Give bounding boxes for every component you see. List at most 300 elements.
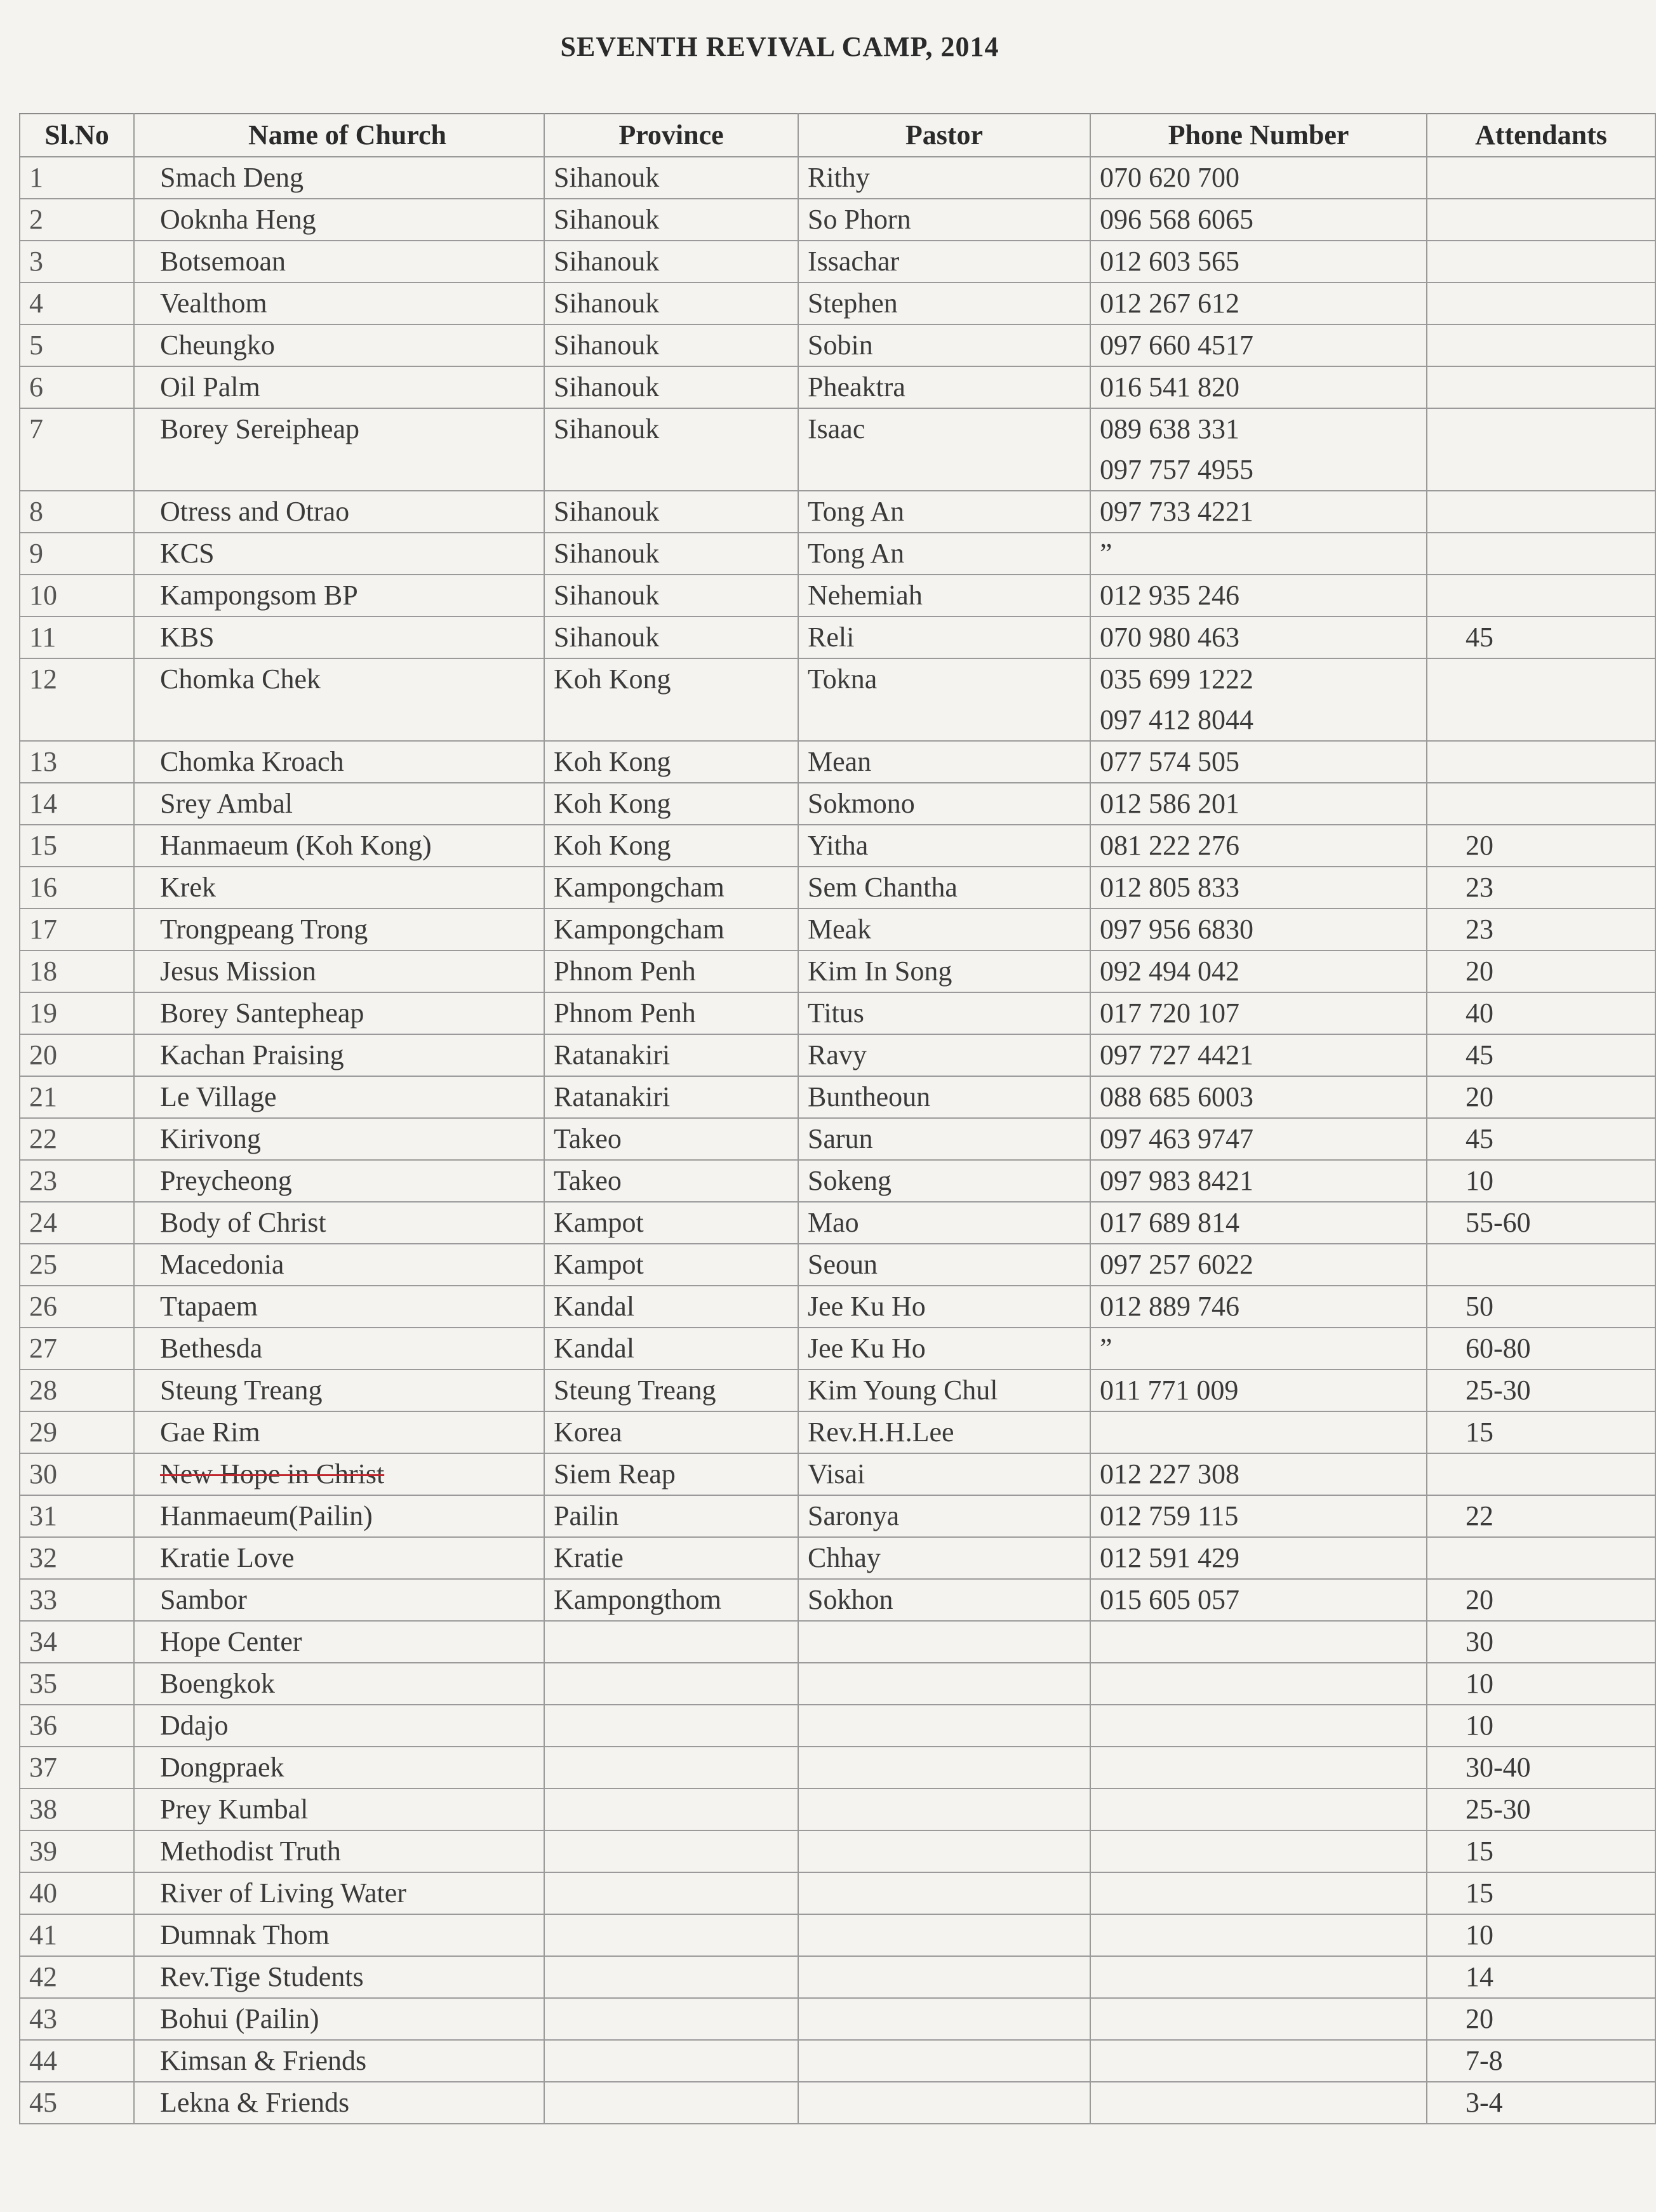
cell-phone-number (1090, 1663, 1427, 1705)
church-name-text: New Hope in Christ (160, 1458, 385, 1489)
cell-province: Koh Kong (544, 825, 798, 867)
table-row (20, 1914, 1655, 1956)
header-pastor: Pastor (798, 114, 1090, 157)
church-name-text: Dongpraek (160, 1752, 284, 1783)
church-name-text: Sambor (160, 1584, 247, 1615)
church-name-text: Ttapaem (160, 1291, 258, 1322)
cell-church-name (134, 1160, 544, 1202)
phone-number-text: 017 689 814 (1100, 1207, 1239, 1238)
church-name-text: Rev.Tige Students (160, 1961, 364, 1992)
cell-pastor (798, 2040, 1090, 2082)
cell-attendants (1427, 533, 1655, 575)
church-name-text: Botsemoan (160, 246, 286, 277)
cell-province: Sihanouk (544, 324, 798, 366)
church-name-text: Kirivong (160, 1123, 261, 1154)
cell-pastor (798, 1830, 1090, 1872)
cell-attendants (1427, 1244, 1655, 1286)
cell-pastor: Tokna (798, 658, 1090, 741)
phone-number-text: 012 889 746 (1100, 1291, 1239, 1322)
cell-attendants (1427, 1453, 1655, 1495)
cell-sl-no: 28 (20, 1369, 134, 1411)
cell-church-name (134, 575, 544, 616)
cell-church-name (134, 741, 544, 783)
cell-pastor: Stephen (798, 283, 1090, 324)
cell-phone-number (1090, 1872, 1427, 1914)
table-row (20, 575, 1655, 616)
cell-phone-number (1090, 2040, 1427, 2082)
cell-province (544, 1705, 798, 1747)
cell-church-name (134, 1872, 544, 1914)
cell-province: Kampongthom (544, 1579, 798, 1621)
cell-province: Takeo (544, 1118, 798, 1160)
church-name-text: Bethesda (160, 1333, 263, 1364)
cell-attendants: 23 (1427, 909, 1655, 950)
church-name-text: River of Living Water (160, 1877, 406, 1909)
cell-phone-number (1090, 241, 1427, 283)
church-name-text: Body of Christ (160, 1207, 326, 1238)
church-name-text: Gae Rim (160, 1416, 260, 1448)
cell-province (544, 1789, 798, 1830)
cell-sl-no: 39 (20, 1830, 134, 1872)
church-name-text: Kampongsom BP (160, 580, 358, 611)
church-name-text: Borey Sereipheap (160, 413, 359, 444)
phone-number-text: 070 980 463 (1100, 622, 1239, 653)
cell-sl-no: 11 (20, 616, 134, 658)
cell-attendants (1427, 491, 1655, 533)
cell-pastor: Tong An (798, 533, 1090, 575)
cell-sl-no: 8 (20, 491, 134, 533)
phone-number-text: 088 685 6003 (1100, 1081, 1253, 1112)
cell-attendants: 60-80 (1427, 1328, 1655, 1369)
table-row (20, 1160, 1655, 1202)
cell-province: Koh Kong (544, 658, 798, 741)
table-row (20, 1830, 1655, 1872)
cell-province: Ratanakiri (544, 1076, 798, 1118)
table-row (20, 1034, 1655, 1076)
church-name-text: Dumnak Thom (160, 1919, 330, 1950)
cell-church-name (134, 324, 544, 366)
phone-number-text: 012 603 565 (1100, 246, 1239, 277)
table-row (20, 616, 1655, 658)
cell-province (544, 1747, 798, 1789)
cell-phone-number (1090, 1244, 1427, 1286)
cell-province (544, 1914, 798, 1956)
cell-phone-number (1090, 825, 1427, 867)
cell-phone-number (1090, 491, 1427, 533)
cell-phone-number (1090, 1747, 1427, 1789)
table-row (20, 1663, 1655, 1705)
cell-church-name (134, 241, 544, 283)
cell-attendants: 30 (1427, 1621, 1655, 1663)
phone-number-text: 012 591 429 (1100, 1542, 1239, 1573)
cell-province (544, 2040, 798, 2082)
church-name-text: Hope Center (160, 1626, 302, 1657)
cell-church-name (134, 1244, 544, 1286)
cell-church-name (134, 1328, 544, 1369)
cell-pastor: Pheaktra (798, 366, 1090, 408)
cell-province: Ratanakiri (544, 1034, 798, 1076)
cell-attendants (1427, 1537, 1655, 1579)
church-name-text: Kachan Praising (160, 1039, 344, 1070)
cell-phone-number (1090, 408, 1427, 491)
cell-sl-no: 23 (20, 1160, 134, 1202)
cell-pastor: Rithy (798, 157, 1090, 199)
cell-sl-no: 32 (20, 1537, 134, 1579)
cell-attendants: 10 (1427, 1663, 1655, 1705)
table-row (20, 1495, 1655, 1537)
cell-church-name (134, 1118, 544, 1160)
church-name-text: Steung Treang (160, 1375, 323, 1406)
cell-attendants (1427, 199, 1655, 241)
cell-pastor: Ravy (798, 1034, 1090, 1076)
phone-number-text: 070 620 700 (1100, 162, 1239, 193)
cell-province (544, 1956, 798, 1998)
cell-pastor (798, 1914, 1090, 1956)
cell-pastor: Mean (798, 741, 1090, 783)
cell-sl-no: 18 (20, 950, 134, 992)
cell-province: Kandal (544, 1328, 798, 1369)
church-name-text: Krek (160, 872, 216, 903)
cell-province (544, 1663, 798, 1705)
church-name-text: Oil Palm (160, 371, 260, 403)
cell-attendants: 10 (1427, 1160, 1655, 1202)
table-row (20, 408, 1655, 491)
cell-sl-no: 3 (20, 241, 134, 283)
cell-phone-number (1090, 1621, 1427, 1663)
church-name-text: Prey Kumbal (160, 1794, 309, 1825)
cell-phone-number (1090, 1705, 1427, 1747)
phone-number-text: 017 720 107 (1100, 997, 1239, 1029)
cell-province: Sihanouk (544, 616, 798, 658)
cell-sl-no: 40 (20, 1872, 134, 1914)
phone-number-text: 077 574 505 (1100, 746, 1239, 777)
cell-phone-number (1090, 366, 1427, 408)
cell-province: Kampongcham (544, 909, 798, 950)
cell-church-name (134, 1579, 544, 1621)
cell-province (544, 1621, 798, 1663)
cell-sl-no: 10 (20, 575, 134, 616)
church-name-text: Bohui (Pailin) (160, 2003, 319, 2034)
phone-number-text: 096 568 6065 (1100, 204, 1253, 235)
church-name-text: Methodist Truth (160, 1836, 341, 1867)
table-row (20, 1328, 1655, 1369)
cell-pastor: Isaac (798, 408, 1090, 491)
table-row (20, 992, 1655, 1034)
cell-province: Sihanouk (544, 491, 798, 533)
cell-province: Phnom Penh (544, 992, 798, 1034)
cell-church-name (134, 1495, 544, 1537)
cell-sl-no: 7 (20, 408, 134, 491)
phone-number-text: 097 956 6830 (1100, 914, 1253, 945)
cell-sl-no: 2 (20, 199, 134, 241)
phone-number-text: 097 757 4955 (1100, 454, 1253, 485)
cell-church-name (134, 1621, 544, 1663)
church-name-text: KCS (160, 538, 215, 569)
cell-attendants: 3-4 (1427, 2082, 1655, 2124)
church-name-text: Kimsan & Friends (160, 2045, 367, 2076)
cell-church-name (134, 2082, 544, 2124)
cell-pastor: Sobin (798, 324, 1090, 366)
cell-attendants: 15 (1427, 1830, 1655, 1872)
cell-attendants (1427, 324, 1655, 366)
cell-province: Kandal (544, 1286, 798, 1328)
cell-phone-number (1090, 1956, 1427, 1998)
table-row (20, 157, 1655, 199)
cell-phone-number (1090, 283, 1427, 324)
cell-pastor: Rev.H.H.Lee (798, 1411, 1090, 1453)
table-row (20, 1537, 1655, 1579)
cell-sl-no: 31 (20, 1495, 134, 1537)
cell-pastor: Tong An (798, 491, 1090, 533)
cell-church-name (134, 1453, 544, 1495)
cell-phone-number (1090, 1076, 1427, 1118)
cell-attendants: 45 (1427, 1118, 1655, 1160)
cell-sl-no: 25 (20, 1244, 134, 1286)
table-row (20, 1202, 1655, 1244)
cell-sl-no: 33 (20, 1579, 134, 1621)
table-row (20, 1705, 1655, 1747)
cell-church-name (134, 992, 544, 1034)
cell-church-name (134, 408, 544, 491)
cell-phone-number (1090, 1328, 1427, 1369)
cell-attendants (1427, 366, 1655, 408)
cell-church-name (134, 199, 544, 241)
church-name-text: Hanmaeum (Koh Kong) (160, 830, 432, 861)
cell-attendants (1427, 741, 1655, 783)
cell-pastor: Sokmono (798, 783, 1090, 825)
cell-province: Sihanouk (544, 575, 798, 616)
church-name-text: Chomka Kroach (160, 746, 344, 777)
cell-phone-number (1090, 616, 1427, 658)
table-row (20, 1411, 1655, 1453)
cell-pastor: Seoun (798, 1244, 1090, 1286)
table-row (20, 1747, 1655, 1789)
table-row (20, 1789, 1655, 1830)
cell-church-name (134, 1369, 544, 1411)
cell-church-name (134, 1286, 544, 1328)
cell-pastor: Mao (798, 1202, 1090, 1244)
cell-attendants: 55-60 (1427, 1202, 1655, 1244)
cell-pastor: Sem Chantha (798, 867, 1090, 909)
cell-pastor (798, 1789, 1090, 1830)
cell-sl-no: 38 (20, 1789, 134, 1830)
cell-pastor: Sarun (798, 1118, 1090, 1160)
church-name-text: Hanmaeum(Pailin) (160, 1500, 373, 1531)
cell-phone-number (1090, 741, 1427, 783)
cell-sl-no: 16 (20, 867, 134, 909)
cell-pastor: Saronya (798, 1495, 1090, 1537)
cell-pastor: Buntheoun (798, 1076, 1090, 1118)
cell-phone-number (1090, 1914, 1427, 1956)
cell-church-name (134, 2040, 544, 2082)
cell-pastor: Sokeng (798, 1160, 1090, 1202)
church-name-text: Macedonia (160, 1249, 284, 1280)
cell-phone-number (1090, 1286, 1427, 1328)
phone-number-text: 012 759 115 (1100, 1500, 1239, 1531)
cell-province: Sihanouk (544, 241, 798, 283)
cell-province: Takeo (544, 1160, 798, 1202)
cell-church-name (134, 1956, 544, 1998)
cell-attendants: 25-30 (1427, 1369, 1655, 1411)
cell-church-name (134, 491, 544, 533)
cell-church-name (134, 909, 544, 950)
cell-sl-no: 30 (20, 1453, 134, 1495)
cell-province: Kampongcham (544, 867, 798, 909)
cell-phone-number (1090, 1160, 1427, 1202)
cell-pastor: Jee Ku Ho (798, 1328, 1090, 1369)
phone-number-text: 097 983 8421 (1100, 1165, 1253, 1196)
header-church-name: Name of Church (134, 114, 544, 157)
cell-sl-no: 19 (20, 992, 134, 1034)
cell-sl-no: 1 (20, 157, 134, 199)
table-row (20, 1118, 1655, 1160)
header-sl-no: Sl.No (20, 114, 134, 157)
cell-province: Koh Kong (544, 783, 798, 825)
cell-sl-no: 9 (20, 533, 134, 575)
table-row (20, 1453, 1655, 1495)
cell-attendants (1427, 283, 1655, 324)
cell-attendants: 30-40 (1427, 1747, 1655, 1789)
table-body (20, 157, 1655, 2124)
cell-church-name (134, 1202, 544, 1244)
cell-phone-number (1090, 992, 1427, 1034)
cell-sl-no: 26 (20, 1286, 134, 1328)
phone-number-text: 012 227 308 (1100, 1458, 1239, 1489)
cell-phone-number (1090, 575, 1427, 616)
church-name-text: Lekna & Friends (160, 2087, 350, 2118)
cell-phone-number (1090, 950, 1427, 992)
cell-pastor (798, 1621, 1090, 1663)
cell-phone-number (1090, 1789, 1427, 1830)
header-phone-number: Phone Number (1090, 114, 1427, 157)
cell-province: Sihanouk (544, 408, 798, 491)
cell-phone-number (1090, 1411, 1427, 1453)
phone-number-text: 092 494 042 (1100, 956, 1239, 987)
phone-number-text: 097 660 4517 (1100, 330, 1253, 361)
cell-sl-no: 6 (20, 366, 134, 408)
cell-church-name (134, 533, 544, 575)
table-row (20, 1244, 1655, 1286)
cell-attendants: 20 (1427, 950, 1655, 992)
cell-church-name (134, 1034, 544, 1076)
phone-number-text: 016 541 820 (1100, 371, 1239, 403)
cell-sl-no: 22 (20, 1118, 134, 1160)
cell-phone-number (1090, 1202, 1427, 1244)
church-name-text: Jesus Mission (160, 956, 316, 987)
cell-sl-no: 37 (20, 1747, 134, 1789)
phone-number-text: 097 257 6022 (1100, 1249, 1253, 1280)
cell-sl-no: 21 (20, 1076, 134, 1118)
cell-phone-number (1090, 1579, 1427, 1621)
cell-attendants: 23 (1427, 867, 1655, 909)
cell-attendants: 20 (1427, 1076, 1655, 1118)
cell-sl-no: 15 (20, 825, 134, 867)
cell-church-name (134, 1663, 544, 1705)
cell-province: Sihanouk (544, 533, 798, 575)
cell-phone-number (1090, 157, 1427, 199)
church-name-text: Preycheong (160, 1165, 292, 1196)
cell-pastor: Kim Young Chul (798, 1369, 1090, 1411)
phone-number-text: ” (1100, 1333, 1112, 1364)
cell-attendants: 45 (1427, 616, 1655, 658)
church-name-text: Otress and Otrao (160, 496, 350, 527)
cell-church-name (134, 783, 544, 825)
phone-number-text: 035 699 1222 (1100, 663, 1253, 695)
cell-church-name (134, 867, 544, 909)
cell-phone-number (1090, 658, 1427, 741)
cell-province: Sihanouk (544, 283, 798, 324)
cell-attendants: 45 (1427, 1034, 1655, 1076)
table-row (20, 783, 1655, 825)
cell-pastor: Kim In Song (798, 950, 1090, 992)
cell-pastor: Titus (798, 992, 1090, 1034)
church-name-text: Chomka Chek (160, 663, 321, 695)
cell-pastor: Jee Ku Ho (798, 1286, 1090, 1328)
table-row (20, 1998, 1655, 2040)
cell-sl-no: 29 (20, 1411, 134, 1453)
phone-number-text: 097 727 4421 (1100, 1039, 1253, 1070)
cell-sl-no: 43 (20, 1998, 134, 2040)
cell-sl-no: 34 (20, 1621, 134, 1663)
table-row (20, 1621, 1655, 1663)
cell-phone-number (1090, 867, 1427, 909)
table-row (20, 1872, 1655, 1914)
table-row (20, 2040, 1655, 2082)
table-row (20, 241, 1655, 283)
cell-sl-no: 12 (20, 658, 134, 741)
cell-pastor (798, 1705, 1090, 1747)
phone-number-text: 012 586 201 (1100, 788, 1239, 819)
church-name-text: Vealthom (160, 288, 267, 319)
cell-attendants: 50 (1427, 1286, 1655, 1328)
cell-church-name (134, 658, 544, 741)
cell-attendants: 40 (1427, 992, 1655, 1034)
table-row (20, 1286, 1655, 1328)
cell-attendants: 20 (1427, 1998, 1655, 2040)
cell-sl-no: 5 (20, 324, 134, 366)
phone-number-text: 089 638 331 (1100, 413, 1239, 444)
phone-number-text: 012 935 246 (1100, 580, 1239, 611)
church-name-text: Boengkok (160, 1668, 275, 1699)
cell-phone-number (1090, 1453, 1427, 1495)
cell-attendants: 22 (1427, 1495, 1655, 1537)
cell-phone-number (1090, 1369, 1427, 1411)
phone-number-text: 081 222 276 (1100, 830, 1239, 861)
cell-province: Sihanouk (544, 366, 798, 408)
cell-sl-no: 35 (20, 1663, 134, 1705)
table-row (20, 1369, 1655, 1411)
cell-pastor (798, 1747, 1090, 1789)
cell-sl-no: 14 (20, 783, 134, 825)
cell-attendants: 7-8 (1427, 2040, 1655, 2082)
cell-attendants: 14 (1427, 1956, 1655, 1998)
cell-province (544, 1872, 798, 1914)
cell-church-name (134, 1830, 544, 1872)
cell-pastor: Reli (798, 616, 1090, 658)
cell-pastor (798, 1663, 1090, 1705)
cell-province: Sihanouk (544, 157, 798, 199)
church-name-text: KBS (160, 622, 215, 653)
cell-phone-number (1090, 1830, 1427, 1872)
table-row (20, 324, 1655, 366)
cell-pastor: Chhay (798, 1537, 1090, 1579)
cell-church-name (134, 950, 544, 992)
cell-church-name (134, 1914, 544, 1956)
cell-phone-number (1090, 1118, 1427, 1160)
cell-phone-number (1090, 533, 1427, 575)
cell-pastor (798, 1956, 1090, 1998)
cell-pastor (798, 2082, 1090, 2124)
